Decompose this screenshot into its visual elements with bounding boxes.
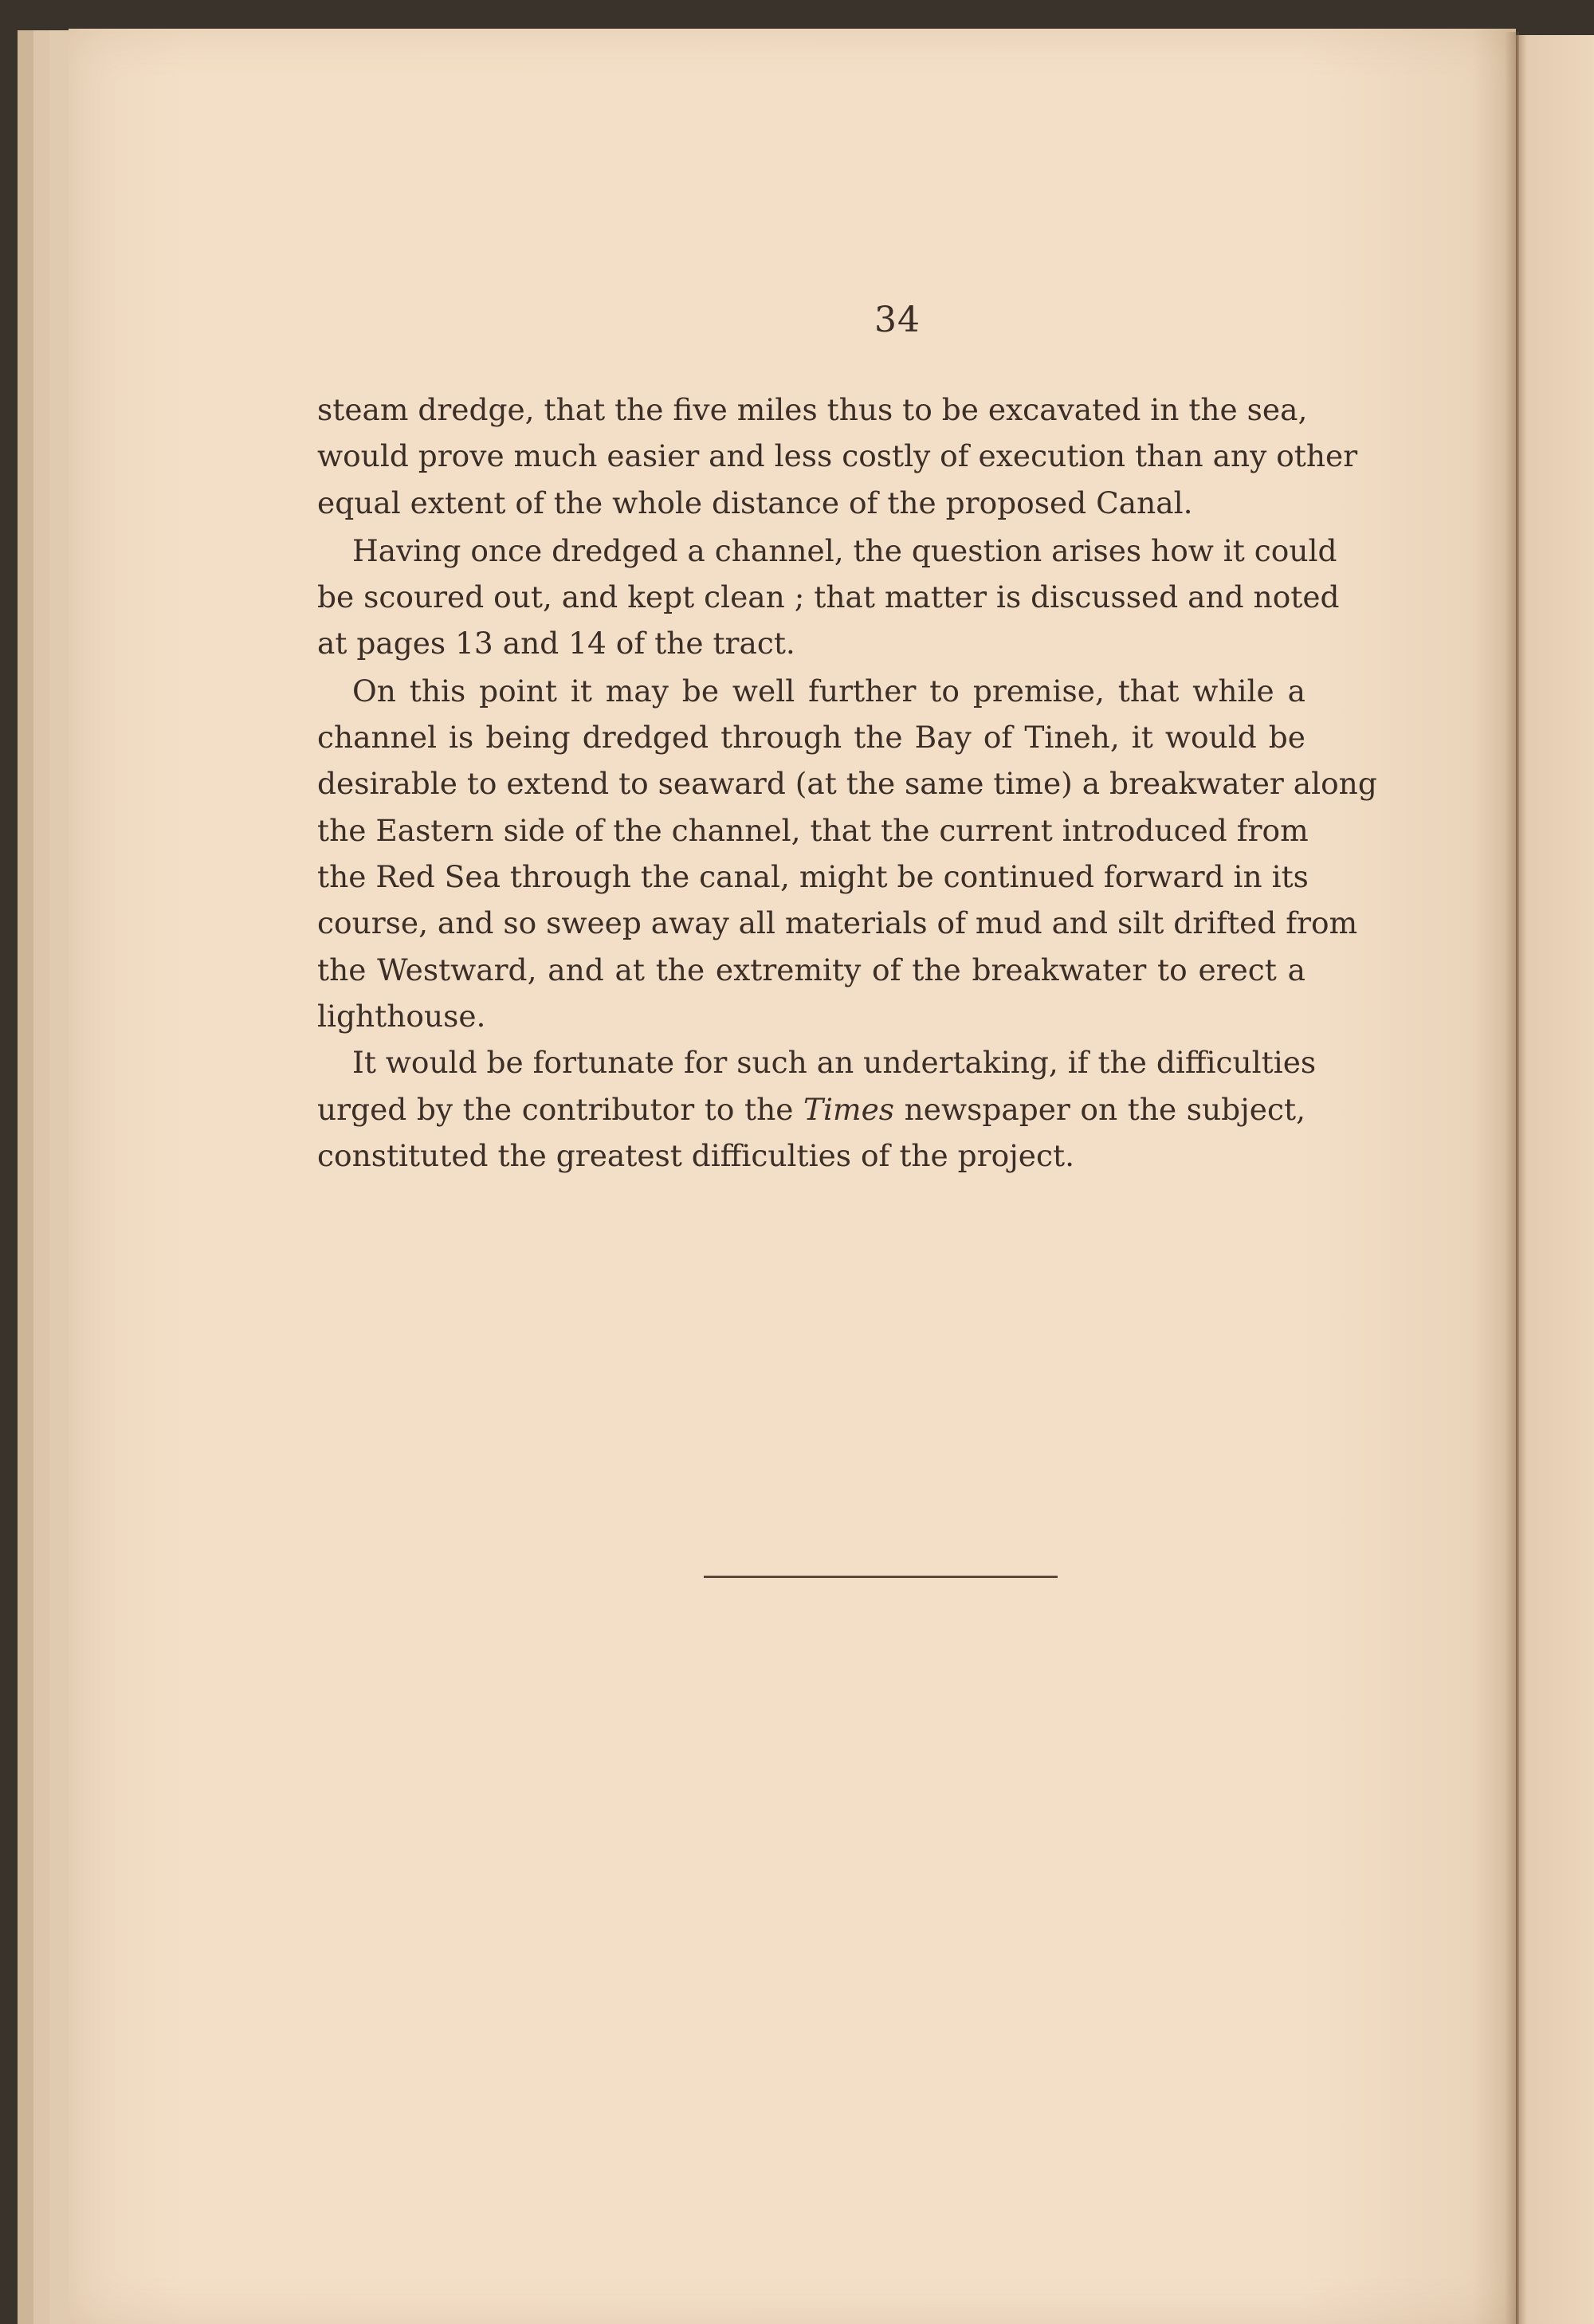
end-rule (704, 1576, 1058, 1578)
page-edge (49, 30, 70, 2324)
italic-title: Times (803, 1092, 895, 1127)
text-line: would prove much easier and less costly of execution than any other (317, 438, 1358, 473)
page-sheet (69, 29, 1516, 2324)
text-line: Having once dredged a channel, the question arises how it could (352, 533, 1337, 568)
text-line: be scoured out, and kept clean ; that matter is discussed and noted (317, 579, 1340, 614)
page-number: 34 (874, 300, 921, 340)
text-line: the Red Sea through the canal, might be continued forward in its (317, 859, 1309, 894)
text-line: steam dredge, that the five miles thus to be excavated in the sea, (317, 392, 1308, 427)
text-line: lighthouse. (317, 999, 486, 1034)
text-line: On this point it may be well further to premise, that while a (352, 673, 1305, 709)
text-line: course, and so sweep away all materials of mud and silt drifted from (317, 905, 1358, 940)
text-line: constituted the greatest difficulties of the project. (317, 1138, 1074, 1173)
text-line: equal extent of the whole distance of the proposed Canal. (317, 485, 1193, 520)
binding-shadow (1505, 32, 1519, 2324)
text-line (317, 1089, 1305, 1129)
text-line: at pages 13 and 14 of the tract. (317, 626, 795, 661)
text-segment: urged by the contributor to the (317, 1092, 804, 1127)
text-line: It would be fortunate for such an undertaking, if the difficulties (352, 1045, 1317, 1080)
text-segment: newspaper on the subject, (894, 1092, 1305, 1127)
page-edge (18, 30, 35, 2324)
text-line: channel is being dredged through the Bay of Tineh, it would be (317, 720, 1305, 755)
facing-page-edge (1516, 35, 1594, 2324)
page-edge (33, 30, 51, 2324)
text-line: the Westward, and at the extremity of the breakwater to erect a (317, 952, 1305, 987)
text-line: desirable to extend to seaward (at the same time) a breakwater along (317, 766, 1377, 801)
text-line: the Eastern side of the channel, that the current introduced from (317, 813, 1309, 848)
